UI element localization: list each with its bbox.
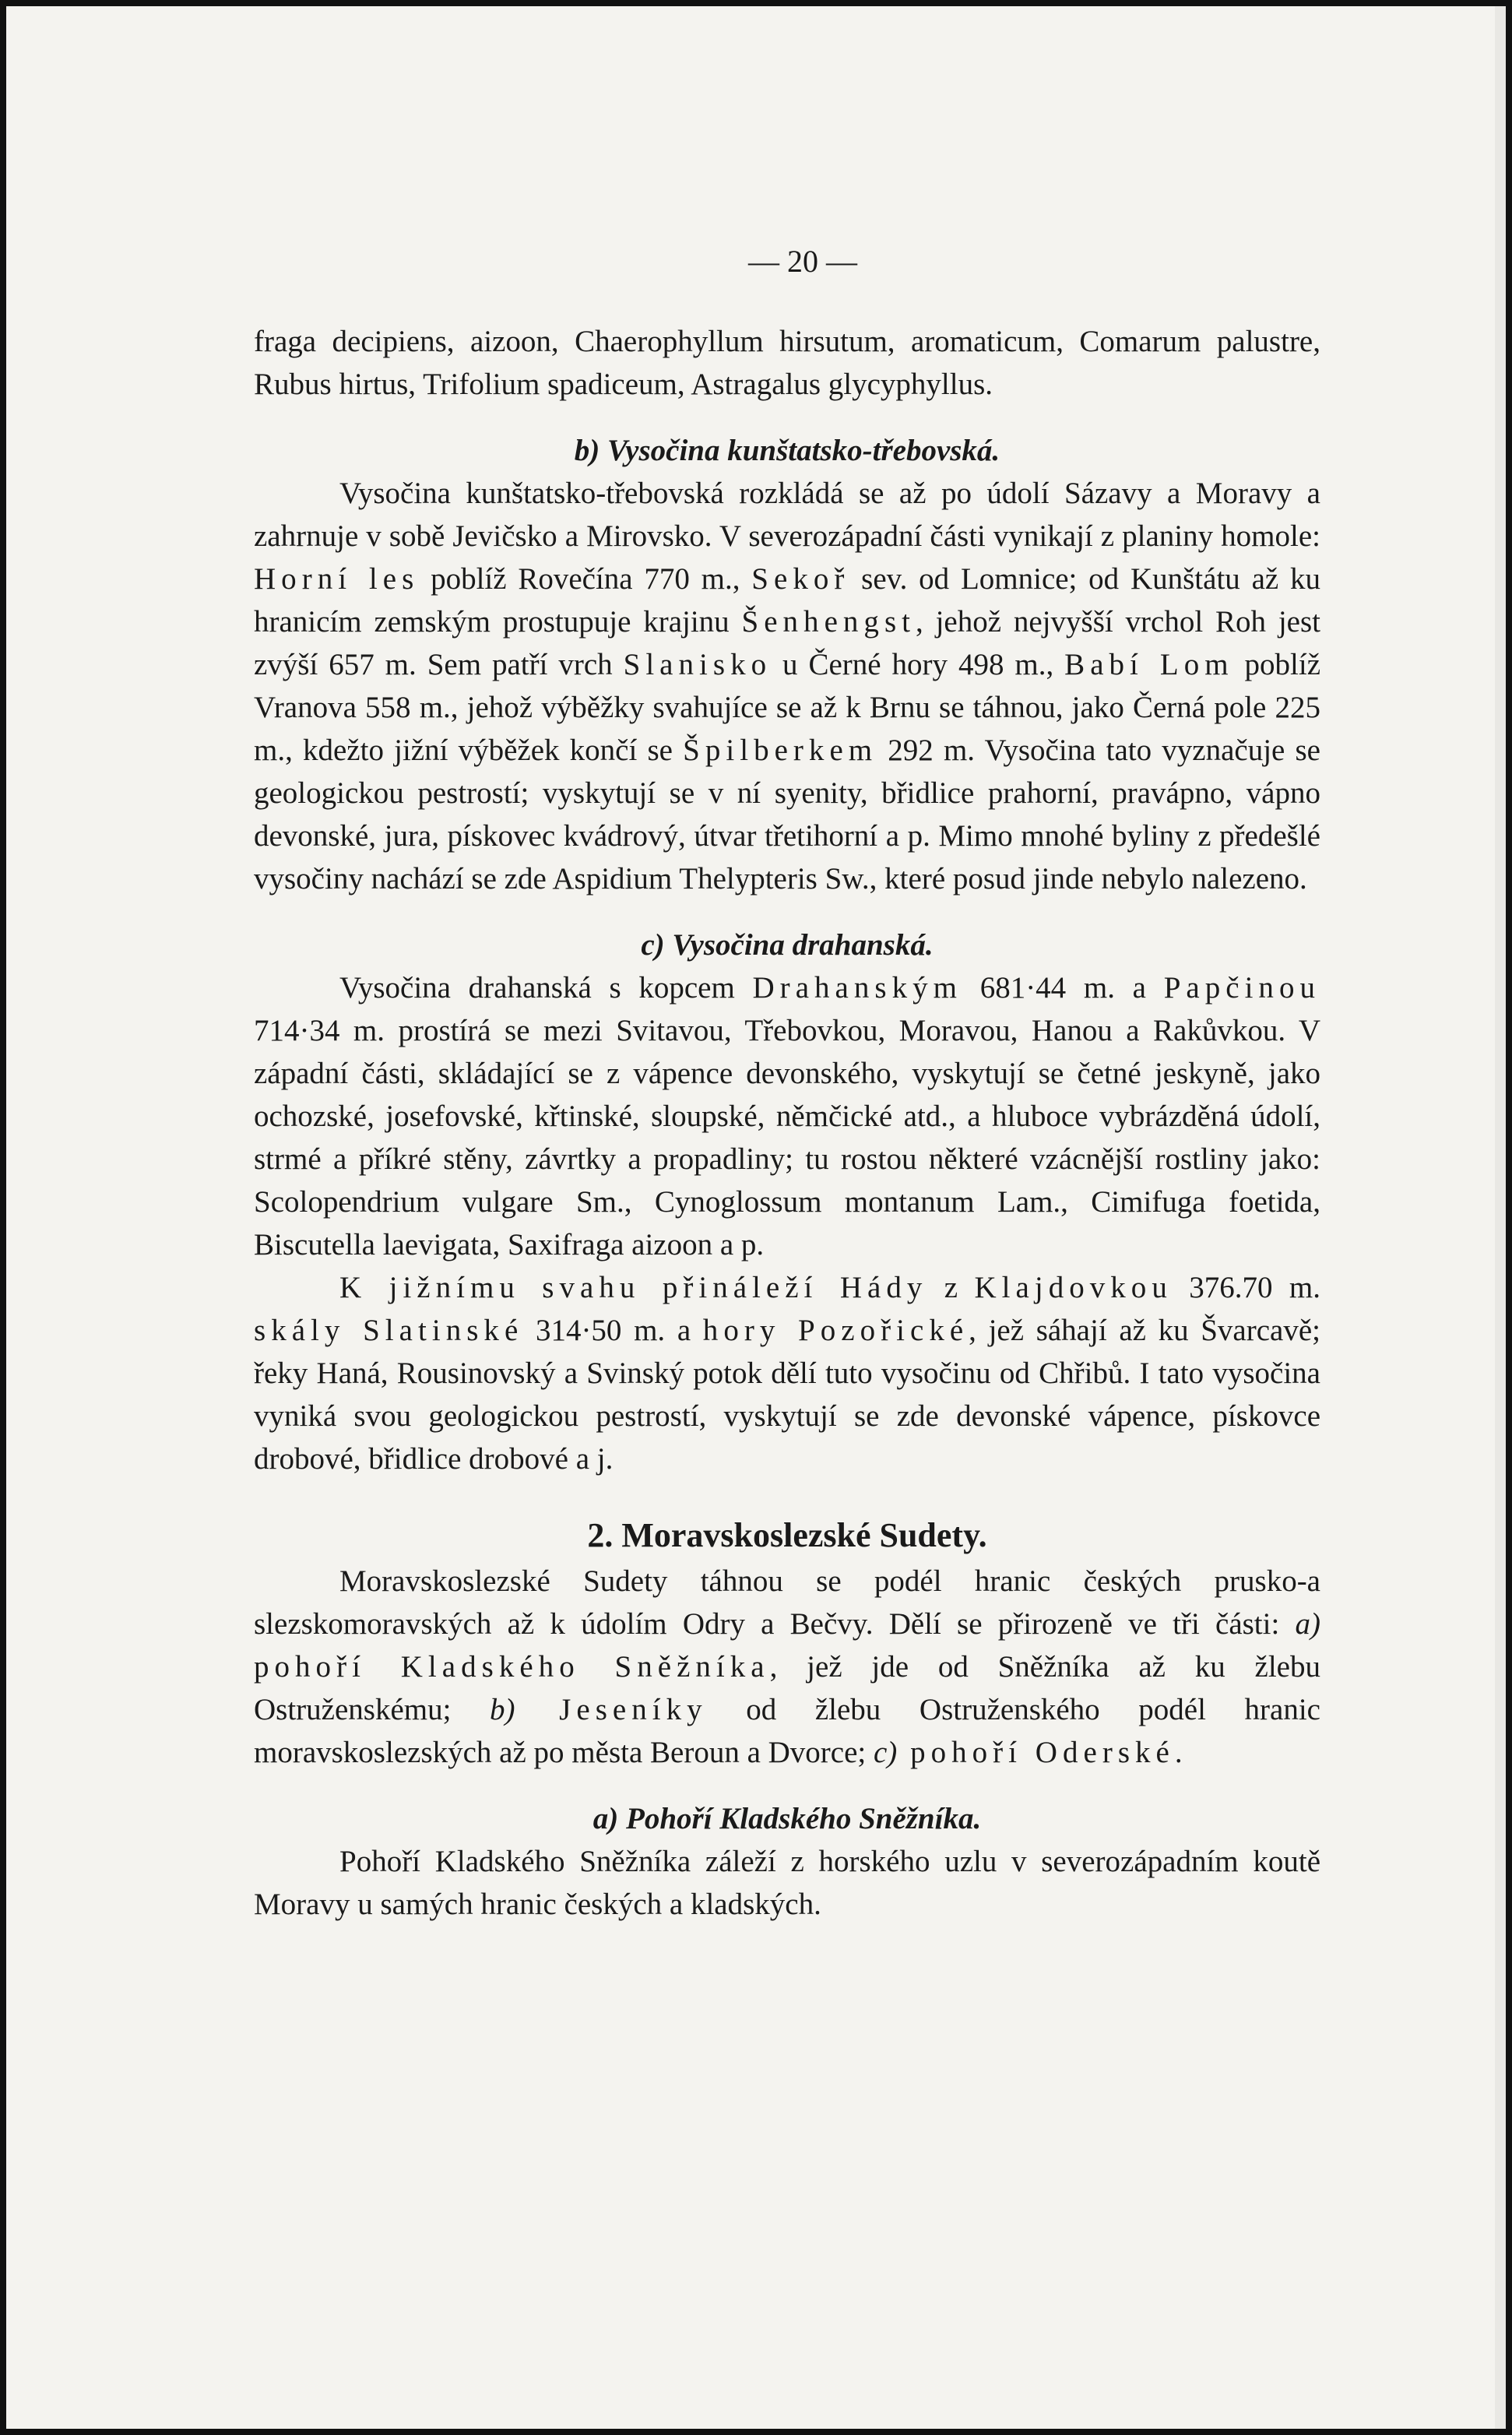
text-run: , jehož nejvyšší vrchol Roh jest zvýší 657 m. Sem patří vrch — [254, 605, 1320, 681]
text-run: 681·44 m. a — [962, 971, 1164, 1005]
list-marker: b) — [490, 1693, 515, 1726]
text-run: 292 m. Vysočina tato vyznačuje se geologickou pestrostí; vyskytují se v ní syenity, břidlice prahorní, pravápno, vápno devonské, jura, pískovec kvádrový, útvar třetihorní a p. Mimo mnohé byliny z předešlé vysočiny nachází se zde Aspidium Thelypteris Sw., které posud jinde nebylo nalezeno. — [254, 734, 1320, 896]
text-run: . — [1174, 1736, 1183, 1769]
spaced-name: Klajdovkou — [974, 1271, 1173, 1304]
spaced-name: hory Pozořické — [702, 1314, 969, 1347]
paragraph-jizni-svah — [254, 1266, 1320, 1480]
text-run: u Černé hory 498 m., — [772, 648, 1065, 681]
text-run: poblíž Rovečína 770 m., — [419, 562, 752, 596]
heading-pohori-kladskeho-sneznika: a) Pohoří Kladského Sněžníka. — [592, 1802, 982, 1835]
text-run: 314·50 m. a — [523, 1314, 703, 1347]
text-run: sev. od Lomnice; od Kunštátu až ku hranicím zemským prostupuje krajinu — [254, 562, 1320, 639]
text-run: Vysočina drahanská s kopcem — [339, 971, 753, 1005]
text-run: Vysočina kunštatsko-třebovská rozkládá se až po údolí Sázavy a Moravy a zahrnuje v sobě Jevičsko a Mirovsko. V severozápadní části vynikají z planiny homole: — [254, 477, 1320, 553]
text-run: poblíž Vranova 558 m., jehož výběžky svahujíce se až k Brnu se táhnou, jako Černá pole 225 m., kdežto jižní výběžek končí se — [254, 648, 1321, 767]
text-run: 714·34 m. prostírá se mezi Svitavou, Třebovkou, Moravou, Hanou a Rakůvkou. V západní části, skládající se z vápence devonského, vyskytují se četné jeskyně, jako ochozské, josefovské, křtinské, sloupské, němčické atd., a hluboce vybrázděná údolí, strmé a příkré stěny, závrtky a propadliny; tu rostou některé vzácnější rostliny jako: Scolopendrium vulgare Sm., Cynoglossum montanum Lam., Cimifuga foetida, Biscutella laevigata, Saxifraga aizoon a p. — [254, 1014, 1320, 1261]
spaced-name: Slanisko — [623, 648, 772, 681]
text-run: z — [927, 1271, 975, 1304]
spaced-name: Papčinou — [1163, 971, 1320, 1005]
paragraph-intro: fraga decipiens, aizoon, Chaerophyllum hirsutum, aromaticum, Comarum palustre, Rubus hirtus, Trifolium spadiceum, Astragalus glycyphyllus. — [254, 325, 1320, 401]
list-marker: c) — [874, 1736, 898, 1769]
page-number: — 20 — — [748, 244, 857, 279]
heading-vysocina-drahanska: c) Vysočina drahanská. — [641, 928, 934, 962]
spaced-name: Babí Lom — [1064, 648, 1234, 681]
book-page — [6, 6, 1506, 2429]
paragraph-kladsky-sneznik: Pohoří Kladského Sněžníka záleží z horského uzlu v severozápadním koutě Moravy u samých hranic českých a kladských. — [254, 1845, 1320, 1921]
text-run: od žlebu Ostruženského podél hranic moravskoslezských až po města Beroun a Dvorce; — [254, 1693, 1320, 1769]
heading-vysocina-kunstatsko-trebovska: b) Vysočina kunštatsko-třebovská. — [574, 434, 1000, 467]
list-marker: a) — [1295, 1607, 1320, 1641]
spaced-name: Špilberkem — [683, 734, 878, 767]
spaced-name: Drahanským — [752, 971, 962, 1005]
spaced-name: skály Slatinské — [254, 1314, 524, 1347]
spaced-name: Horní les — [254, 562, 420, 596]
text-run: 376.70 m. — [1172, 1271, 1320, 1304]
text-run: , jež sáhají až ku Švarcavě; řeky Haná, Rousinovský a Svinský potok dělí tuto vysočinu od Chřibů. I tato vysočina vyniká svou geologickou pestrostí, vyskytují se zde devonské vápence, pískovce drobové, břidlice drobové a j. — [254, 1314, 1320, 1476]
spaced-name: Jeseníky — [515, 1693, 708, 1726]
paragraph-kunstatsko-trebovska — [254, 472, 1320, 900]
text-run: Moravskoslezské Sudety táhnou se podél hranic českých prusko-a slezskomoravských až k údolím Odry a Bečvy. Dělí se přirozeně ve tři části: — [254, 1564, 1320, 1641]
text-run: , jež jde od Sněžníka až ku žlebu Ostruženskému; — [254, 1650, 1320, 1726]
paragraph-drahanska — [254, 966, 1320, 1266]
spaced-name: pohoří Oderské — [897, 1736, 1175, 1769]
paragraph-sudety — [254, 1560, 1320, 1774]
spaced-name: pohoří Kladského Sněžníka — [254, 1650, 770, 1684]
spaced-name: K jižnímu svahu přináleží Hády — [339, 1271, 928, 1304]
page-content — [254, 240, 1320, 1926]
heading-moravskoslezske-sudety: 2. Moravskoslezské Sudety. — [587, 1516, 987, 1554]
spaced-name: Šenhengst — [741, 605, 916, 639]
spaced-name: Sekoř — [751, 562, 850, 596]
